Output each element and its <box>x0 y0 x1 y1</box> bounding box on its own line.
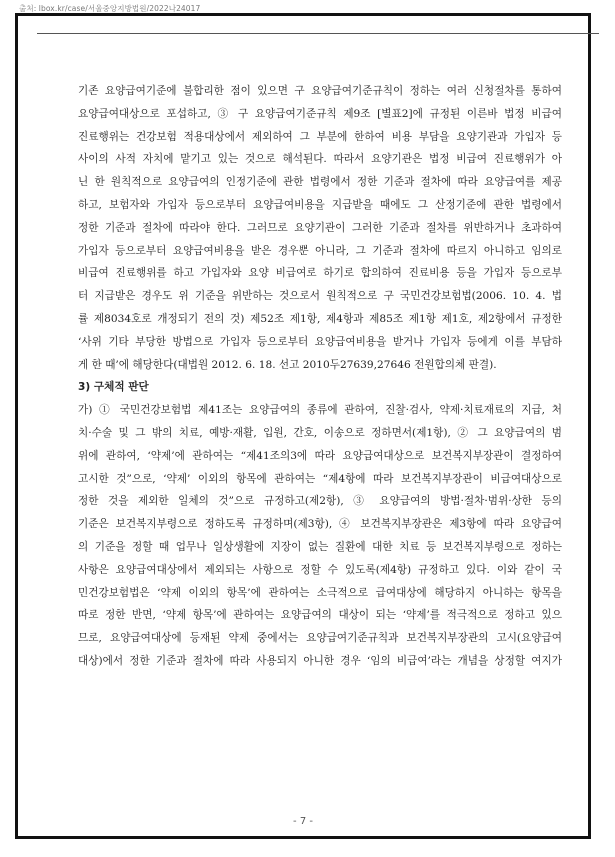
body-line: 정한 것을 제외한 일체의 것”으로 규정하고(제2항), ③ 요양급여의 방법·절차·범위·상한 등의 <box>78 495 562 508</box>
body-line: 의 기준을 정할 때 업무나 일상생활에 지장이 없는 질환에 대한 치료 등 보건복지부령으로 정하는 <box>78 540 562 553</box>
document-body <box>78 80 562 673</box>
body-line: 하고, 보험자와 가입자 등으로부터 요양급여비용을 지급받을 때에도 그 산정기준에 관한 법령에서 <box>78 198 562 211</box>
body-line: 위에 관하여, ‘약제’에 관하여는 “제41조의3에 따라 요양급여대상으로 보건복지부장관이 결정하여 <box>78 449 562 462</box>
body-line: 가) ① 국민건강보험법 제41조는 요양급여의 종류에 관하여, 진찰·검사, 약제·치료재료의 지급, 처 <box>78 404 562 417</box>
header-rule <box>37 33 599 34</box>
body-line: 가입자 등으로부터 요양급여비용을 받은 경우뿐 아니라, 그 기준과 절차에 따르지 아니하고 임의로 <box>78 244 562 257</box>
body-line: ‘사위 기타 부당한 방법으로 가입자 등으로부터 요양급여비용을 받거나 가입자 등에게 이를 부담하 <box>78 335 562 348</box>
body-line: 닌 한 원칙적으로 요양급여의 인정기준에 관한 법령에서 정한 기준과 절차에 따라 요양급여를 제공 <box>78 176 562 189</box>
body-line: 게 한 때’에 해당한다(대법원 2012. 6. 18. 선고 2010두27639,27646 전원합의체 판결). <box>78 358 497 371</box>
page-frame <box>15 13 591 839</box>
body-line: 정한 기준과 절차에 따라야 한다. 그러므로 요양기관이 그러한 기준과 절차를 위반하거나 초과하여 <box>78 221 562 234</box>
body-line: 요양급여대상으로 포섭하고, ③ 구 요양급여기준규칙 제9조 [별표2]에 규정된 이른바 법정 비급여 <box>78 107 562 120</box>
body-line: 진료행위는 건강보험 적용대상에서 제외하여 그 부분에 한하여 비용 부담을 요양기관과 가입자 등 <box>78 130 562 143</box>
body-line: 므로, 요양급여대상에 등재된 약제 중에서는 요양급여기준규칙과 보건복지부장관의 고시(요양급여 <box>78 632 562 645</box>
body-line: 고시한 것”으로, ‘약제’ 이외의 항목에 관하여는 “제4항에 따라 보건복지부장관이 비급여대상으로 <box>78 472 562 485</box>
body-line: 치·수술 및 그 밖의 치료, 예방·재활, 입원, 간호, 이송으로 정하면서(제1항), ② 그 요양급여의 범 <box>78 426 562 439</box>
source-line: 출처: lbox.kr/case/서울중앙지방법원/2022나24017 <box>19 4 201 13</box>
body-line: 터 지급받은 경우도 위 기준을 위반하는 것으로서 원칙적으로 구 국민건강보험법(2006. 10. 4. 법 <box>78 290 562 303</box>
body-line: 따로 정한 반면, ‘약제 항목’에 관하여는 요양급여의 대상이 되는 ‘약제’를 적극적으로 정하고 있으 <box>78 609 562 622</box>
section-heading: 3) 구체적 판단 <box>78 381 149 394</box>
body-line: 률 제8034호로 개정되기 전의 것) 제52조 제1항, 제4항과 제85조 제1항 제1호, 제2항에서 규정한 <box>78 312 562 325</box>
body-line: 민건강보험법은 ‘약제 이외의 항목’에 관하여는 소극적으로 급여대상에 해당하지 아니하는 항목을 <box>78 586 562 599</box>
body-line: 사이의 사적 자치에 맡기고 있는 것으로 해석된다. 따라서 요양기관은 법정 비급여 진료행위가 아 <box>78 153 562 166</box>
body-line: 대상)에서 정한 기준과 절차에 따라 사용되지 아니한 경우 ‘임의 비급여’라는 개념을 상정할 여지가 <box>78 654 562 667</box>
body-line: 기존 요양급여기준에 불합리한 점이 있으면 구 요양급여기준규칙이 정하는 여러 신청절차를 통하여 <box>78 85 562 97</box>
page-number: - 7 - <box>293 816 313 827</box>
body-line: 기준은 보건복지부령으로 정하도록 규정하며(제3항), ④ 보건복지부장관은 제3항에 따라 요양급여 <box>78 518 562 531</box>
body-line: 사항은 요양급여대상에서 제외되는 사항으로 정할 수 있도록(제4항) 규정하고 있다. 이와 같이 국 <box>78 563 562 576</box>
body-line: 비급여 진료행위를 하고 가입자와 요양 비급여로 하기로 합의하여 진료비용 등을 가입자 등으로부 <box>78 267 562 280</box>
